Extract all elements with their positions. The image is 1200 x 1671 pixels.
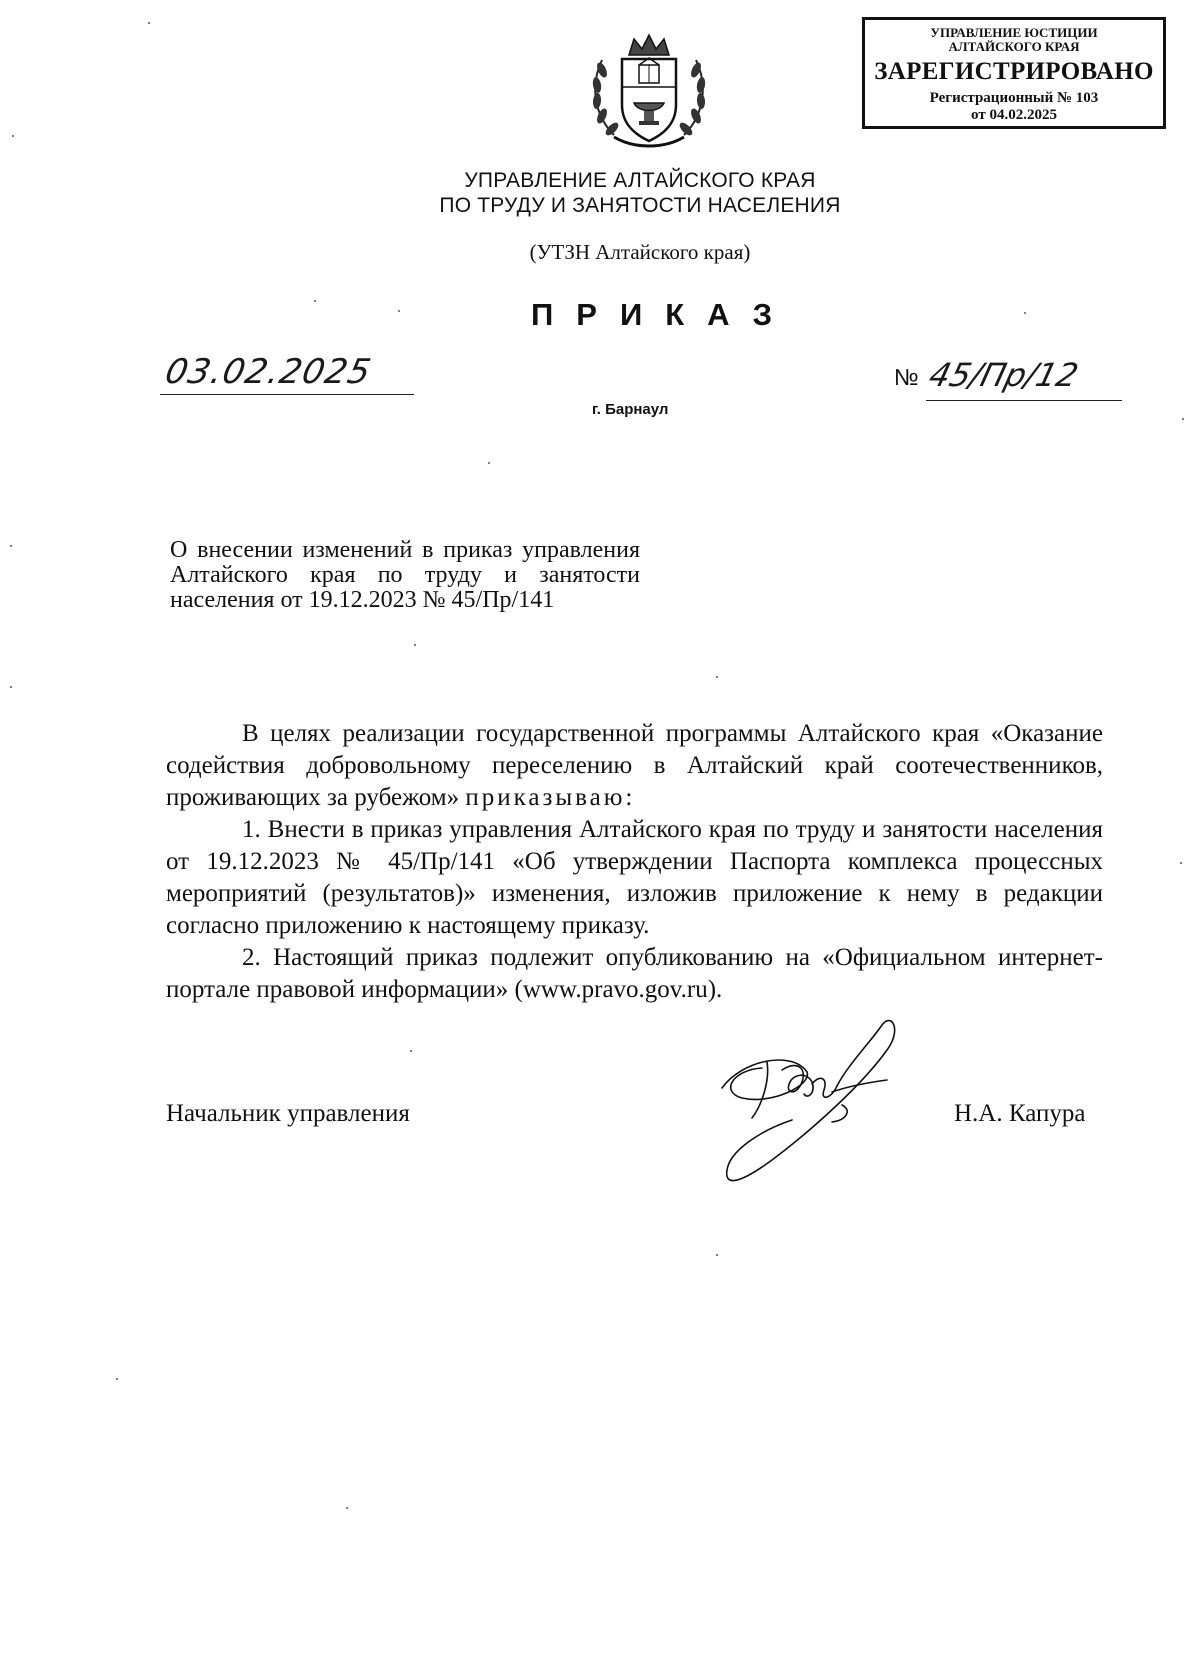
handwritten-signature-icon xyxy=(712,1010,942,1210)
organization-name xyxy=(300,168,980,218)
organization-short-name: (УТЗН Алтайского края) xyxy=(529,240,751,264)
scan-speck xyxy=(10,686,12,688)
scan-speck xyxy=(716,1254,718,1256)
registration-stamp xyxy=(862,17,1166,129)
stamp-line-2: АЛТАЙСКОГО КРАЯ xyxy=(948,39,1080,54)
scan-speck xyxy=(12,135,14,137)
scan-speck xyxy=(1024,312,1026,314)
scan-speck xyxy=(716,676,718,678)
date-underline xyxy=(160,394,414,395)
body-paragraph-2: 1. Внести в приказ управления Алтайского края по труду и занятости населения от 19.12.2023 № 45/Пр/141 «Об утверждении Паспорта комплекса процессных мероприятий (результатов)» изменения, изложив приложение к нему в редакции согласно приложению к настоящему приказу. xyxy=(166,816,1103,939)
stamp-status: ЗАРЕГИСТРИРОВАНО xyxy=(874,58,1154,85)
stamp-reg-number: Регистрационный № 103 xyxy=(929,90,1099,106)
body-paragraph-1 xyxy=(166,718,1103,814)
signatory-position: Начальник управления xyxy=(166,1100,410,1127)
scan-speck xyxy=(10,545,12,547)
body-paragraph-1-text: В целях реализации государственной программы Алтайского края «Оказание содействия добровольному переселению в Алтайский край соотечественников, проживающих за рубежом» xyxy=(166,720,1103,811)
document-type-title: ПРИКАЗ xyxy=(531,297,795,332)
scan-speck xyxy=(414,644,416,646)
order-number-handwritten: 45/Пр/12 xyxy=(925,356,1083,394)
scan-speck xyxy=(346,1507,348,1509)
order-keyword: приказываю: xyxy=(465,784,636,811)
scan-speck xyxy=(1182,418,1184,420)
body-paragraph-3: 2. Настоящий приказ подлежит опубликованию на «Официальном интернет-портале правовой информации» (www.pravo.gov.ru). xyxy=(166,944,1103,1003)
organization-name-line-1: УПРАВЛЕНИЕ АЛТАЙСКОГО КРАЯ xyxy=(464,169,816,192)
order-subject: О внесении изменений в приказ управления Алтайского края по труду и занятости населения от 19.12.2023 № 45/Пр/141 xyxy=(170,537,640,613)
scan-speck xyxy=(314,300,316,302)
scan-speck xyxy=(398,310,400,312)
scan-speck xyxy=(488,462,490,464)
order-number-label: № xyxy=(894,364,919,390)
signatory-name: Н.А. Капура xyxy=(954,1100,1086,1127)
scan-speck xyxy=(116,1378,118,1380)
order-date-handwritten: 03.02.2025 xyxy=(161,352,375,392)
scan-speck xyxy=(1180,862,1182,864)
scan-speck xyxy=(148,22,150,24)
coat-of-arms-icon xyxy=(584,25,714,155)
scan-speck xyxy=(410,1050,412,1052)
stamp-line-1: УПРАВЛЕНИЕ ЮСТИЦИИ xyxy=(930,25,1098,40)
stamp-reg-date: от 04.02.2025 xyxy=(971,107,1057,123)
order-body xyxy=(166,718,1103,1006)
organization-name-line-2: ПО ТРУДУ И ЗАНЯТОСТИ НАСЕЛЕНИЯ xyxy=(439,194,841,217)
number-underline xyxy=(926,400,1122,401)
order-city: г. Барнаул xyxy=(592,401,669,418)
